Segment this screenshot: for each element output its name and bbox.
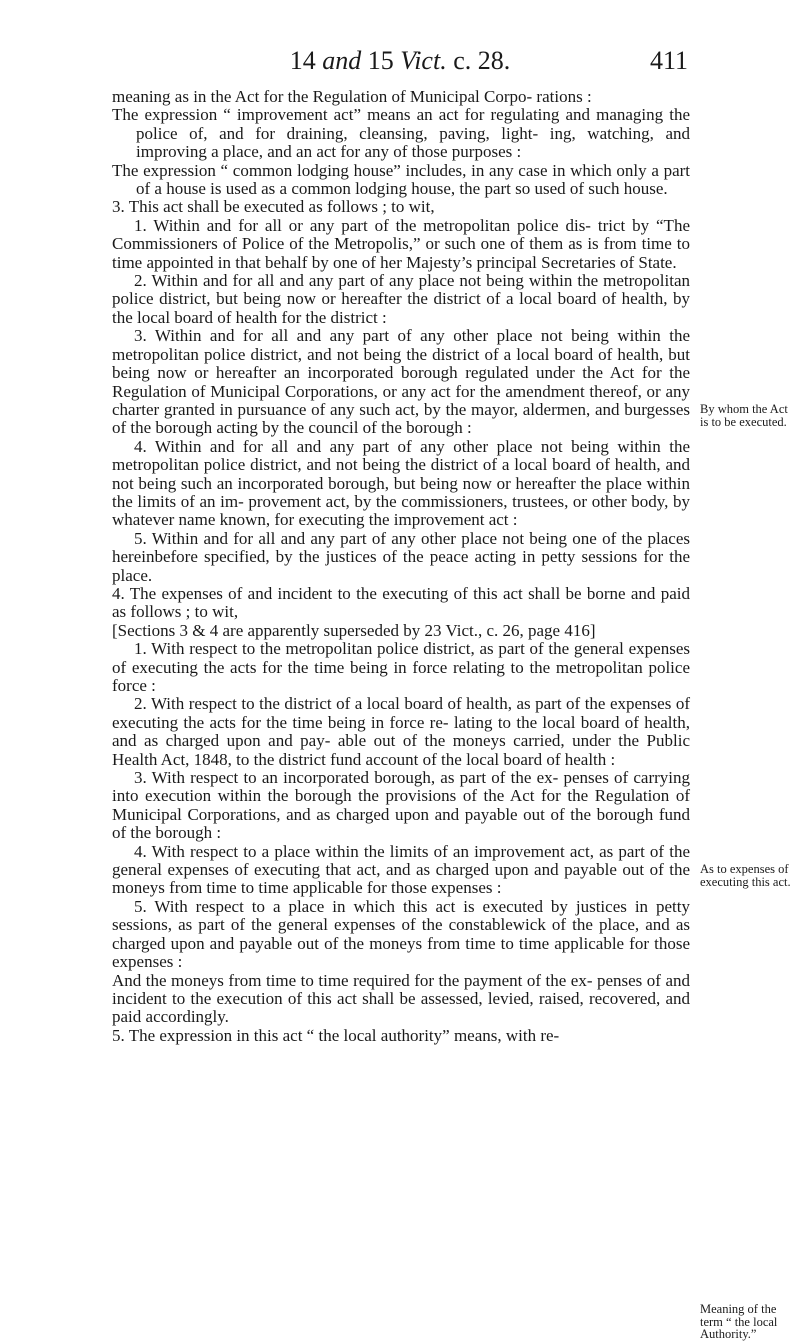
statute-text [112, 88, 690, 1045]
paragraph: 2. With respect to the district of a local board of health, as part of the expenses of executing the acts for the time being in force re- lating to the local board of health, and as charged upon and pay- able out of the moneys carried, under the Public Health Act, 1848, to the district fund account of the local board of health : [112, 694, 690, 769]
margin-note: As to expenses of executing this act. [700, 862, 791, 889]
paragraph: 1. Within and for all or any part of the metropolitan police dis- trict by “The Commissioners of Police of the Metropolis,” or such one of them as is from time to time appointed in that behalf by one of her Majesty’s principal Secretaries of State. [112, 215, 690, 272]
paragraph: 3. This act shall be executed as follows ; to wit, [112, 197, 435, 217]
paragraph: 5. The expression in this act “ the local authority” means, with re- [112, 1025, 560, 1045]
page-number: 411 [649, 46, 688, 75]
paragraph: 3. With respect to an incorporated borough, as part of the ex- penses of carrying into execution within the borough the provisions of the Act for the Regulation of Municipal Corporations, and as charged upon and payable out of the borough fund of the borough : [112, 768, 690, 843]
paragraph: 5. With respect to a place in which this act is executed by justices in petty sessions, as part of the general expenses of the constablewick of the place, and as charged upon and payable out of the moneys from time to time applicable for those expenses : [112, 896, 690, 972]
paragraph: 1. With respect to the metropolitan police district, as part of the general expenses of executing the acts for the time being in force relating to the metropolitan police force : [112, 639, 690, 695]
paragraph: 3. Within and for all and any part of any other place not being within the metropolitan police district, and not being the district of a local board of health, but being now or hereafter an incorporated borough regulated under the Act for the Regulation of Municipal Corporations, or any act for the amendment thereof, or any charter granted in pursuance of any such act, by the mayor, aldermen, and burgesses of the borough acting by the council of the borough : [112, 326, 690, 438]
running-title: 14 and 15 Vict. c. 28. [289, 46, 511, 75]
paragraph: The expression “ improvement act” means an act for regulating and managing the police of, and for draining, cleansing, paving, light- ing, watching, and improving a place, and an act for any of those purposes : [112, 105, 690, 162]
paragraph: 4. With respect to a place within the limits of an improvement act, as part of the general expenses of executing that act, and as charged upon and payable out of the moneys from time to time applicable for those expenses : [112, 841, 690, 898]
paragraph: 4. Within and for all and any part of any other place not being within the metropolitan police district, and not being the district of a local board of health, and not being such an incorporated borough, but being now or hereafter the place within the limits of an im- provement act, by the commissioners, trustees, or other body, by whatever name known, for executing the improvement act : [112, 436, 690, 530]
paragraph: meaning as in the Act for the Regulation of Municipal Corpo- rations : [112, 87, 592, 106]
paragraph: And the moneys from time to time required for the payment of the ex- penses of and incident to the execution of this act shall be assessed, levied, raised, recovered, and paid accordingly. [112, 970, 690, 1027]
margin-note: Meaning of the term “ the local Authority.” [700, 1302, 778, 1341]
paragraph: 5. Within and for all and any part of any other place not being one of the places hereinbefore specified, by the justices of the peace acting in petty sessions for the place. [112, 528, 690, 585]
paragraph: 4. The expenses of and incident to the executing of this act shall be borne and paid as follows ; to wit, [112, 583, 690, 622]
running-header [0, 40, 800, 80]
paragraph: The expression “ common lodging house” includes, in any case in which only a part of a house is used as a common lodging house, the part so used of such house. [112, 160, 690, 199]
margin-note: By whom the Act is to be executed. [700, 402, 788, 429]
paragraph: 2. Within and for all and any part of any place not being within the metropolitan police district, but being now or hereafter the district of a local board of health, by the local board of health for the district : [112, 271, 690, 327]
paragraph: [Sections 3 & 4 are apparently superseded by 23 Vict., c. 26, page 416] [112, 620, 596, 640]
